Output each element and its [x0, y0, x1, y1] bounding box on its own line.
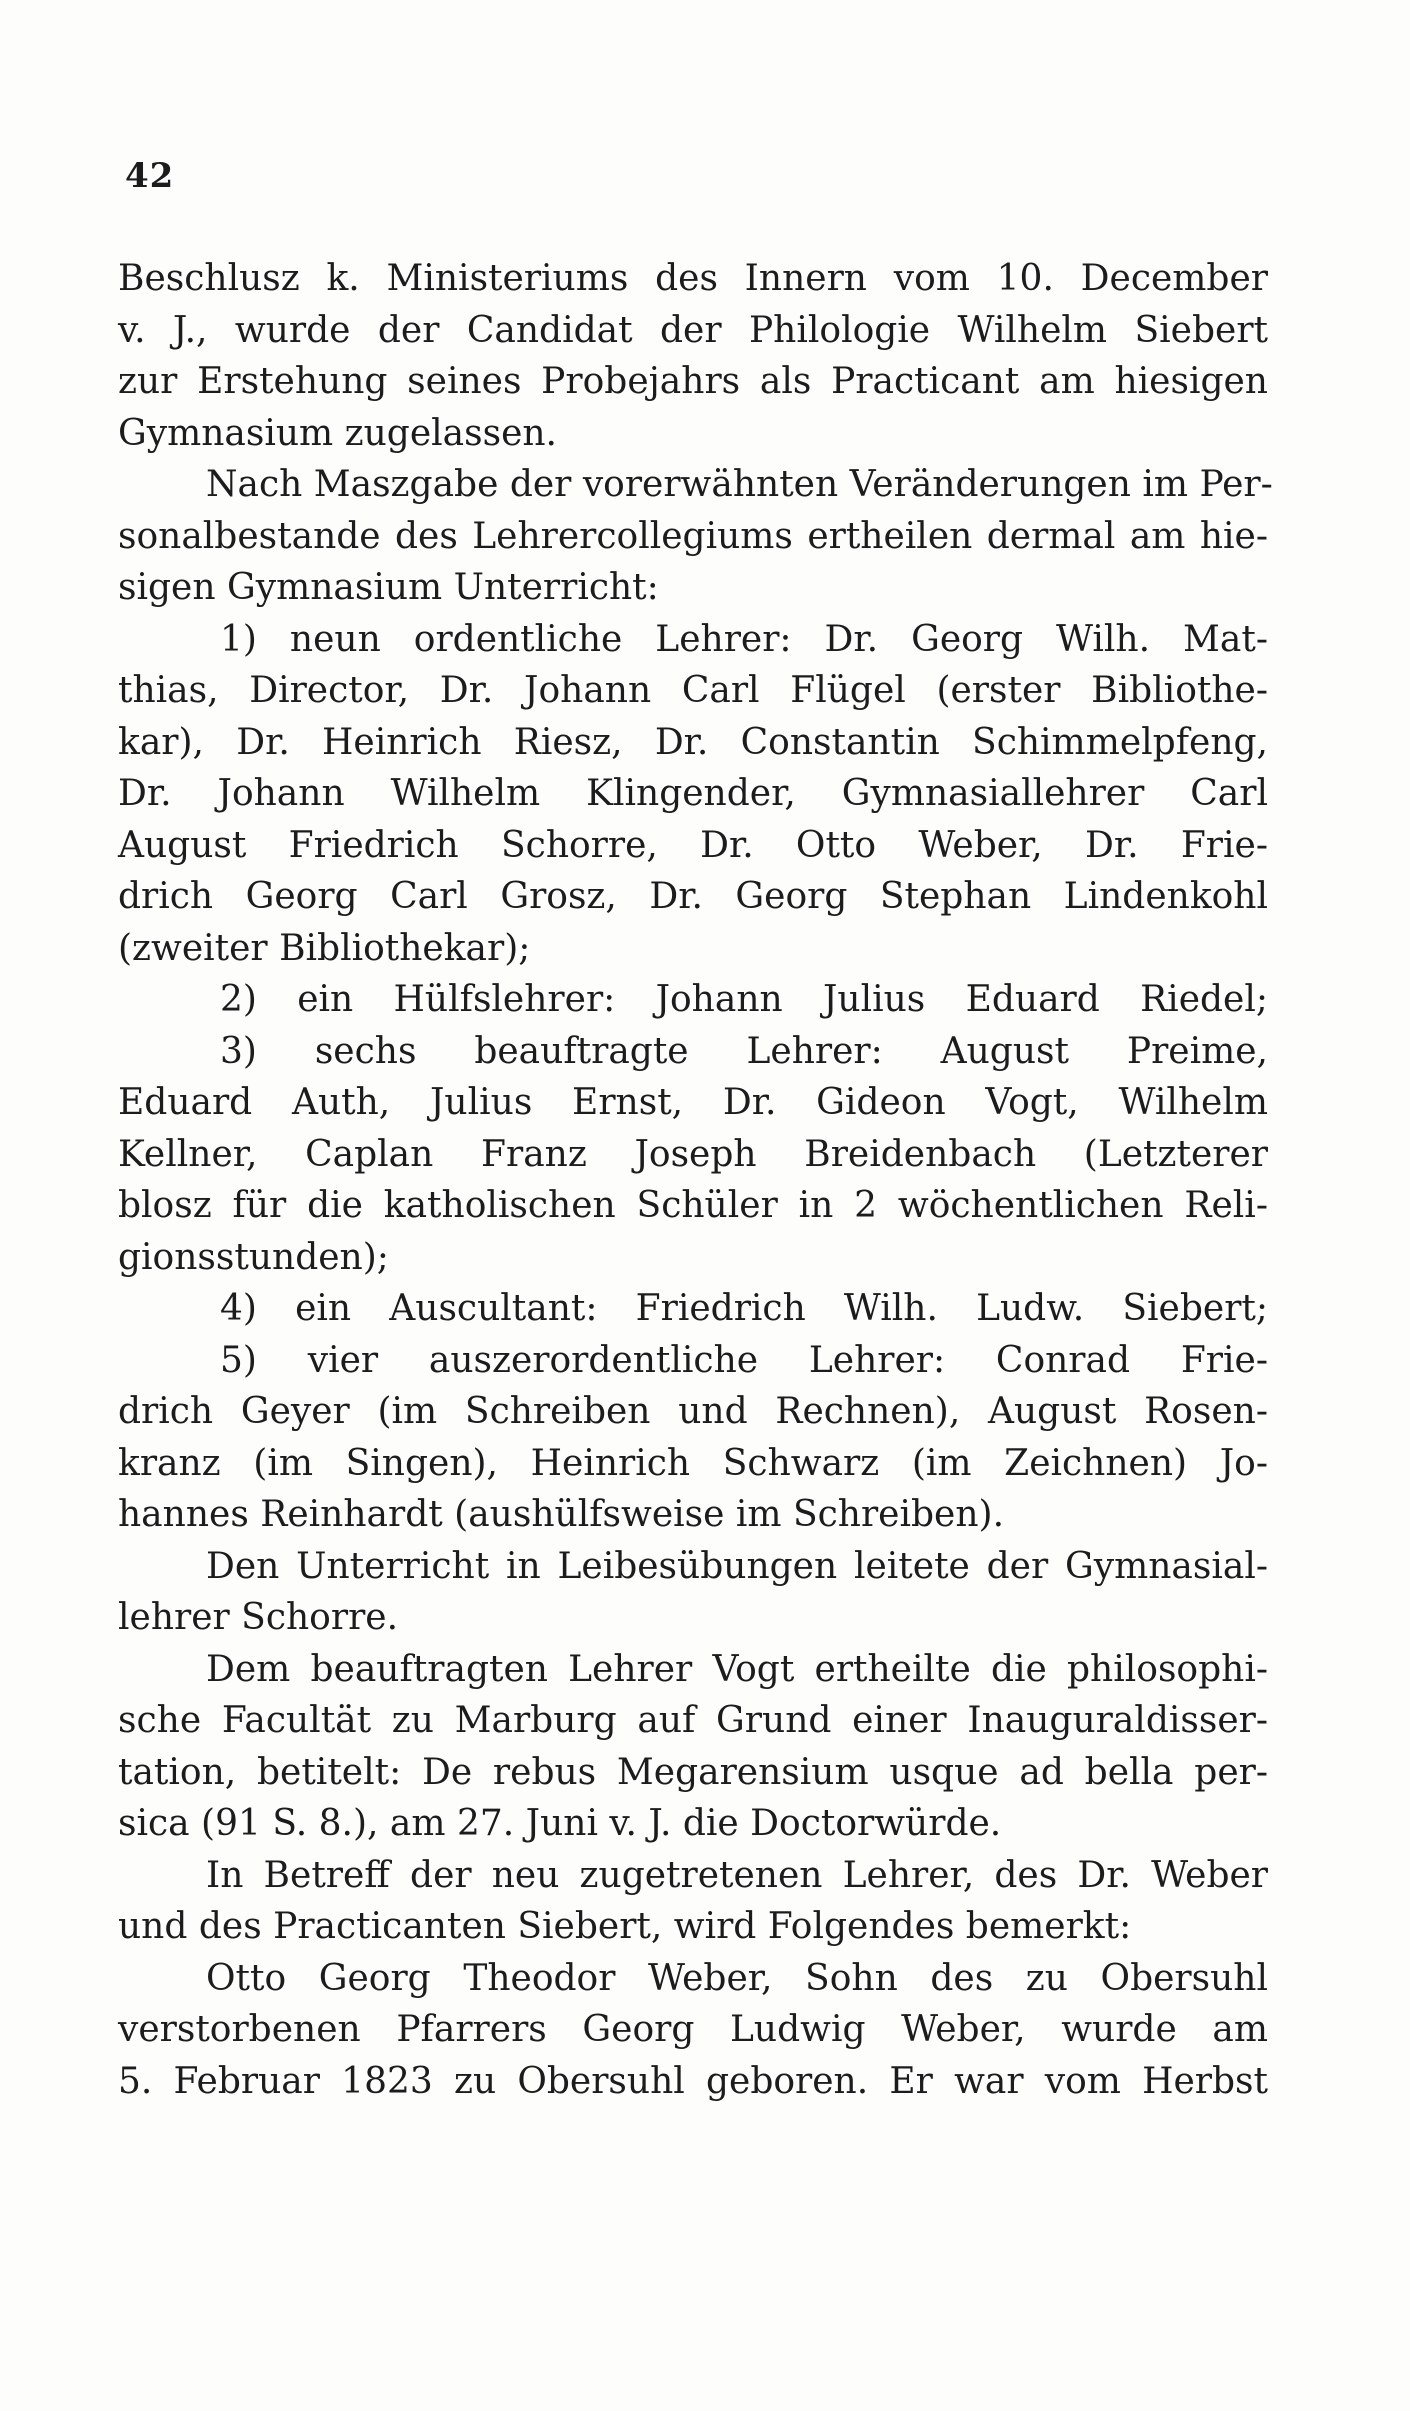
text-line: drich Geyer (im Schreiben und Rechnen), August Rosen-	[118, 1391, 1268, 1432]
text-line: sonalbestande des Lehrercollegiums ertheilen dermal am hie-	[118, 515, 1268, 557]
text-line: kar), Dr. Heinrich Riesz, Dr. Constantin Schimmelpfeng,	[118, 721, 1268, 763]
text-line: Gymnasium zugelassen.	[118, 412, 557, 454]
text-line: August Friedrich Schorre, Dr. Otto Weber, Dr. Frie-	[118, 824, 1268, 866]
text-line: 2) ein Hülfslehrer: Johann Julius Eduard Riedel;	[220, 979, 1268, 1020]
text-line: verstorbenen Pfarrers Georg Ludwig Weber, wurde am	[118, 2009, 1268, 2050]
text-line: Dr. Johann Wilhelm Klingender, Gymnasiallehrer Carl	[118, 773, 1268, 814]
text-line: sica (91 S. 8.), am 27. Juni v. J. die Doctorwürde.	[118, 1803, 1002, 1844]
text-line: 1) neun ordentliche Lehrer: Dr. Georg Wilh. Mat-	[220, 618, 1268, 660]
text-line: Beschlusz k. Ministeriums des Innern vom 10. December	[118, 258, 1268, 299]
text-line: lehrer Schorre.	[118, 1597, 399, 1638]
text-line: v. J., wurde der Candidat der Philologie Wilhelm Siebert	[118, 309, 1268, 351]
text-line: hannes Reinhardt (aushülfsweise im Schreiben).	[118, 1494, 1005, 1535]
text-line: und des Practicanten Siebert, wird Folgendes bemerkt:	[118, 1906, 1132, 1947]
text-line: Kellner, Caplan Franz Joseph Breidenbach (Letzterer	[118, 1133, 1268, 1175]
text-line: Den Unterricht in Leibesübungen leitete der Gymnasial-	[206, 1545, 1268, 1587]
text-line: thias, Director, Dr. Johann Carl Flügel (erster Bibliothe-	[118, 670, 1268, 711]
page-number: 42	[125, 156, 175, 196]
text-line: Dem beauftragten Lehrer Vogt ertheilte die philosophi-	[206, 1648, 1268, 1690]
text-line: kranz (im Singen), Heinrich Schwarz (im Zeichnen) Jo-	[118, 1442, 1268, 1484]
text-line: sigen Gymnasium Unterricht:	[118, 567, 659, 608]
text-line: 3) sechs beauftragte Lehrer: August Preime,	[220, 1030, 1268, 1072]
text-line: drich Georg Carl Grosz, Dr. Georg Stephan Lindenkohl	[118, 876, 1268, 917]
text-line: 5) vier auszerordentliche Lehrer: Conrad Frie-	[220, 1339, 1268, 1381]
text-line: tation, betitelt: De rebus Megarensium usque ad bella per-	[118, 1751, 1268, 1793]
text-line: (zweiter Bibliothekar);	[118, 927, 531, 969]
text-line: Nach Maszgabe der vorerwähnten Veränderungen im Per-	[206, 464, 1273, 505]
text-line: 5. Februar 1823 zu Obersuhl geboren. Er war vom Herbst	[118, 2060, 1268, 2102]
text-line: Otto Georg Theodor Weber, Sohn des zu Obersuhl	[206, 1957, 1268, 1999]
text-line: blosz für die katholischen Schüler in 2 wöchentlichen Reli-	[118, 1185, 1268, 1226]
text-line: sche Facultät zu Marburg auf Grund einer Inauguraldisser-	[118, 1700, 1268, 1741]
text-line: Eduard Auth, Julius Ernst, Dr. Gideon Vogt, Wilhelm	[118, 1082, 1268, 1123]
text-line: 4) ein Auscultant: Friedrich Wilh. Ludw. Siebert;	[220, 1288, 1268, 1329]
text-line: In Betreff der neu zugetretenen Lehrer, des Dr. Weber	[206, 1854, 1268, 1896]
body-text	[118, 253, 1273, 2107]
text-line: zur Erstehung seines Probejahrs als Practicant am hiesigen	[118, 361, 1268, 402]
text-line: gionsstunden);	[118, 1236, 389, 1278]
